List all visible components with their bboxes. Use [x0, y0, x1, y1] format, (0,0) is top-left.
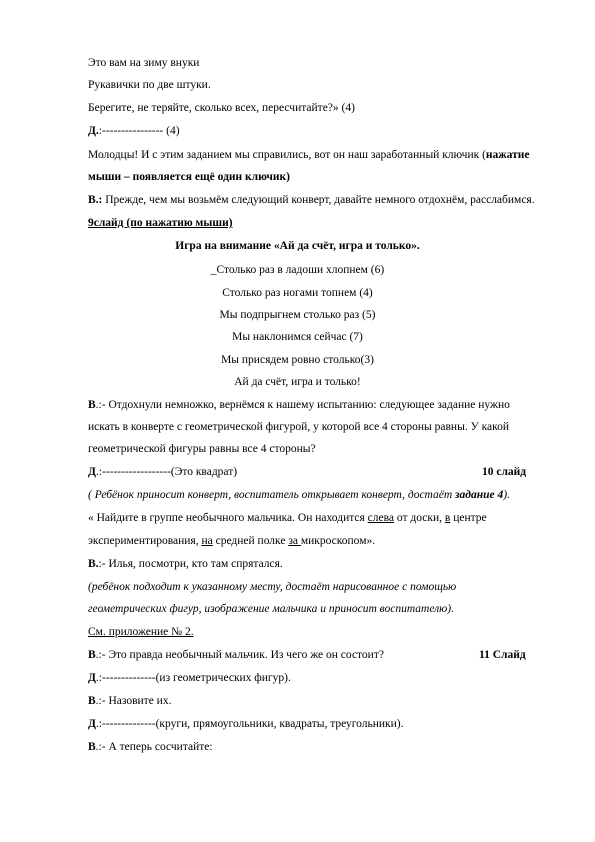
- slide-number: 11 Слайд: [479, 649, 526, 661]
- teacher-line: [88, 740, 213, 754]
- appendix-reference: См. приложение № 2.: [88, 626, 194, 638]
- teacher-line: [88, 557, 283, 571]
- quote-text: микроскопом».: [300, 535, 376, 547]
- poem-line: Рукавички по две штуки.: [88, 79, 211, 91]
- stage-note: (ребёнок подходит к указанному месту, достаёт нарисованное с помощью: [88, 581, 457, 593]
- teacher-line: [88, 193, 535, 207]
- game-line: Мы наклонимся сейчас (7): [232, 331, 363, 343]
- reply-text: .:--------------(из геометрических фигур).: [95, 672, 291, 684]
- reply-text: .:------------------(Это квадрат): [95, 466, 238, 478]
- quote-underline: за: [288, 535, 301, 547]
- quote-text: экспериментирования,: [88, 535, 202, 547]
- stage-note: геометрических фигур, изображение мальчика и приносит воспитателю).: [88, 603, 454, 615]
- game-line: Мы подпрыгнем столько раз (5): [219, 309, 376, 321]
- speaker-label: Д: [88, 466, 96, 478]
- quote-underline: в: [444, 512, 451, 524]
- teacher-line: [88, 694, 171, 708]
- teacher-line: [88, 398, 510, 412]
- paragraph-text: Молодцы! И с этим заданием мы справились, вот он наш заработанный ключик (: [88, 149, 486, 161]
- note-bold: задание 4: [455, 489, 504, 501]
- speaker-label: В: [88, 399, 96, 411]
- teacher-text: .:- Назовите их.: [95, 695, 172, 707]
- slide-number: 10 слайд: [482, 466, 527, 478]
- quote-underline: на: [201, 535, 213, 547]
- speaker-label: Д: [88, 672, 96, 684]
- paragraph: [88, 148, 529, 162]
- child-reply: [88, 717, 403, 731]
- speaker-label: В: [88, 695, 96, 707]
- poem-line: Берегите, не теряйте, сколько всех, пересчитайте?» (4): [88, 102, 355, 114]
- reply-text: :---------------- (4): [98, 125, 180, 137]
- teacher-text: Прежде, чем мы возьмём следующий конверт, давайте немного отдохнём, расслабимся.: [102, 194, 535, 206]
- speaker-label: Д: [88, 718, 96, 730]
- game-line: Мы присядем ровно столько(3): [221, 354, 374, 366]
- teacher-text: .:- Отдохнули немножко, вернёмся к нашему испытанию: следующее задание нужно: [95, 399, 510, 411]
- task-quote: [88, 511, 487, 525]
- quote-text: « Найдите в группе необычного мальчика. Он находится: [88, 512, 368, 524]
- note-text: ( Ребёнок приносит конверт, воспитатель открывает конверт, достаёт: [88, 489, 456, 501]
- child-reply: [88, 124, 180, 138]
- paragraph-bold: нажатие: [485, 149, 530, 161]
- game-title: Игра на внимание «Ай да счёт, игра и только».: [175, 240, 420, 252]
- quote-text: центре: [450, 512, 487, 524]
- game-line: Ай да счёт, игра и только!: [234, 376, 361, 388]
- game-line: Столько раз ногами топнем (4): [222, 287, 373, 299]
- teacher-text: :- Илья, посмотри, кто там спрятался.: [98, 558, 283, 570]
- child-reply: [88, 465, 237, 479]
- child-reply: [88, 671, 291, 685]
- speaker-label: В: [88, 649, 96, 661]
- teacher-line-cont: искать в конверте с геометрической фигурой, у которой все 4 стороны равны. У какой: [88, 421, 510, 433]
- reply-text: .:--------------(круги, прямоугольники, квадраты, треугольники).: [95, 718, 404, 730]
- speaker-label: В.: [88, 558, 99, 570]
- slide-heading: 9слайд (по нажатию мыши): [88, 217, 233, 229]
- teacher-line: [88, 648, 384, 662]
- paragraph-continuation: мыши – появляется ещё один ключик): [88, 171, 291, 183]
- poem-line: Это вам на зиму внуки: [88, 57, 200, 69]
- speaker-label: В: [88, 741, 96, 753]
- note-end: ).: [503, 489, 510, 501]
- quote-text: средней полке: [212, 535, 289, 547]
- teacher-line-cont: геометрической фигуры равны все 4 стороны?: [88, 443, 316, 455]
- teacher-text: .:- А теперь сосчитайте:: [95, 741, 213, 753]
- speaker-label: В.:: [88, 194, 103, 206]
- speaker-label: Д.: [88, 125, 99, 137]
- game-line: _Столько раз в ладоши хлопнем (6): [210, 264, 385, 276]
- task-quote-cont: [88, 534, 375, 548]
- teacher-text: .:- Это правда необычный мальчик. Из чего же он состоит?: [95, 649, 384, 661]
- quote-underline: слева: [367, 512, 395, 524]
- stage-note: [88, 488, 510, 502]
- quote-text: от доски,: [394, 512, 445, 524]
